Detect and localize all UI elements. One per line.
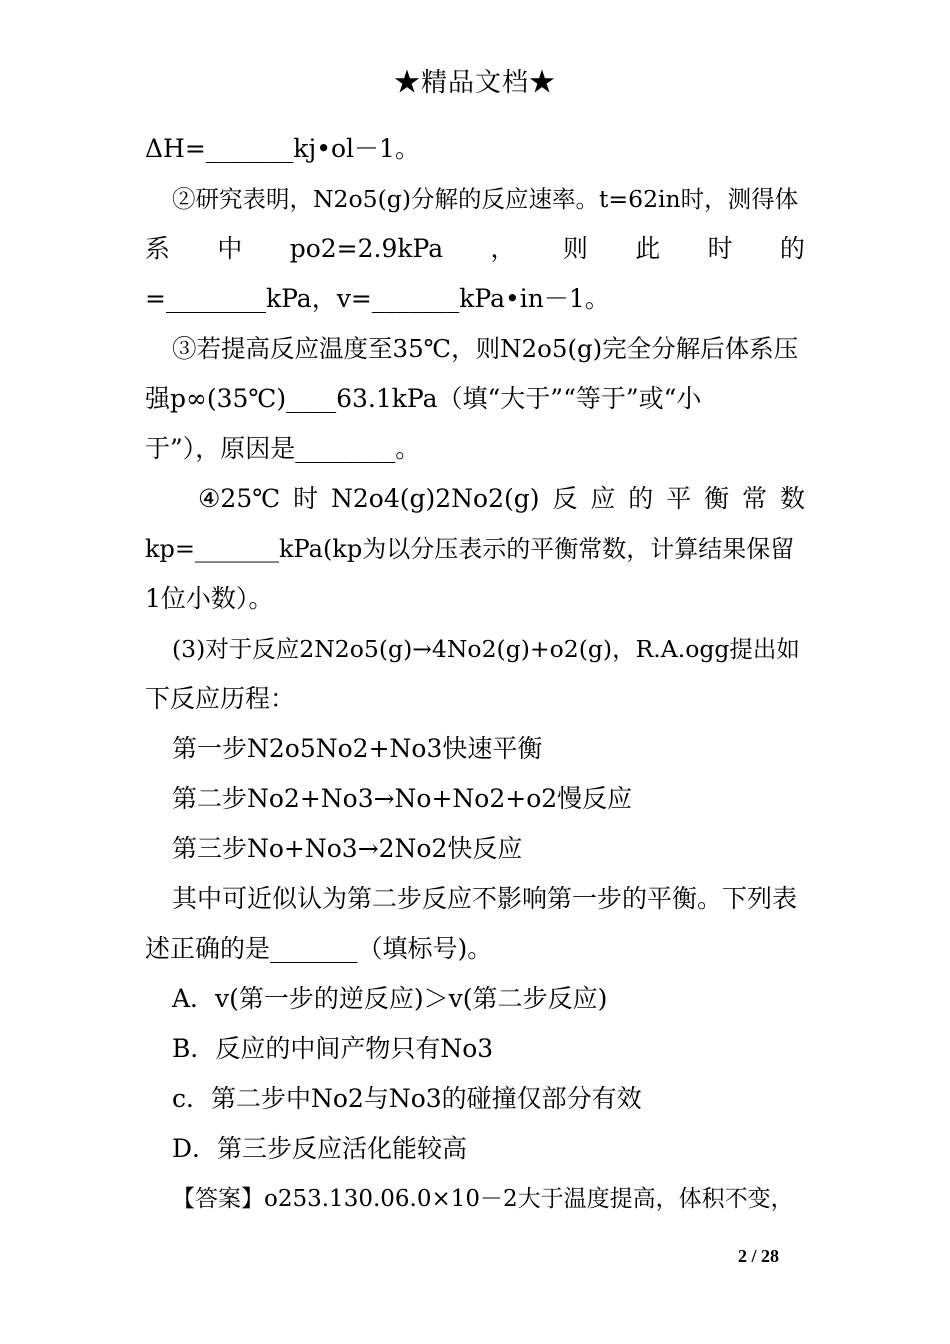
word: 系 bbox=[145, 234, 171, 263]
word: 数 bbox=[779, 484, 805, 513]
text-line: 其中可近似认为第二步反应不影响第一步的平衡。下列表 bbox=[172, 884, 798, 913]
text-line: ③若提高反应温度至35℃，则N2o5(g)完全分解后体系压 bbox=[172, 334, 799, 363]
word: 衡 bbox=[704, 484, 730, 513]
text-line: 第一步N2o5No2+No3快速平衡 bbox=[172, 734, 543, 763]
word: 时 bbox=[293, 484, 319, 513]
text-line: 1位小数）。 bbox=[145, 584, 274, 613]
text-line: 第二步No2+No3→No+No2+o2慢反应 bbox=[172, 784, 633, 813]
word: 则 bbox=[562, 234, 588, 263]
word: N2o4(g)2No2(g) bbox=[331, 484, 540, 513]
text-line: ②研究表明，N2o5(g)分解的反应速率。t=62in时，测得体 bbox=[172, 185, 799, 213]
word: po2=2.9kPa bbox=[289, 234, 444, 263]
text-line: kp=_______kPa(kp为以分压表示的平衡常数，计算结果保留 bbox=[145, 535, 795, 563]
text-line: 述正确的是_______（填标号)。 bbox=[145, 934, 493, 963]
word: 时 bbox=[707, 234, 733, 263]
page-header-title: ★精品文档★ bbox=[393, 68, 556, 98]
answer-line: 【答案】o253.130.06.0×10－2大于温度提高，体积不变， bbox=[172, 1186, 794, 1212]
option-d: D．第三步反应活化能较高 bbox=[172, 1134, 468, 1163]
text-line: (3)对于反应2N2o5(g)→4No2(g)+o2(g)，R.A.ogg提出如 bbox=[172, 635, 800, 663]
option-a: A．v(第一步的逆反应)＞v(第二步反应) bbox=[172, 984, 608, 1013]
word: 平 bbox=[666, 484, 692, 513]
word: 应 bbox=[590, 484, 616, 513]
word: 的 bbox=[779, 234, 805, 263]
word: 此 bbox=[635, 234, 661, 263]
word: 中 bbox=[217, 234, 243, 263]
word: ， bbox=[490, 234, 516, 263]
word: 的 bbox=[628, 484, 654, 513]
text-line: ΔH=_______kj•ol－1。 bbox=[145, 134, 420, 163]
option-b: B．反应的中间产物只有No3 bbox=[172, 1034, 494, 1063]
word: 常 bbox=[742, 484, 768, 513]
word: 反 bbox=[552, 484, 578, 513]
text-line: 下反应历程： bbox=[145, 684, 296, 713]
page-number: 2 / 28 bbox=[738, 1246, 780, 1266]
spread-text-line bbox=[145, 231, 805, 267]
spread-text-line bbox=[198, 481, 805, 517]
text-line: 第三步No+No3→2No2快反应 bbox=[172, 834, 523, 863]
option-c: c．第二步中No2与No3的碰撞仅部分有效 bbox=[172, 1084, 642, 1113]
text-line: 强p∞(35℃)____63.1kPa（填“大于”“等于”或“小 bbox=[145, 384, 702, 413]
word: ④25℃ bbox=[198, 484, 281, 513]
text-line: 于”），原因是________。 bbox=[145, 434, 421, 463]
text-line: =________kPa，v=_______kPa•in－1。 bbox=[145, 284, 610, 313]
